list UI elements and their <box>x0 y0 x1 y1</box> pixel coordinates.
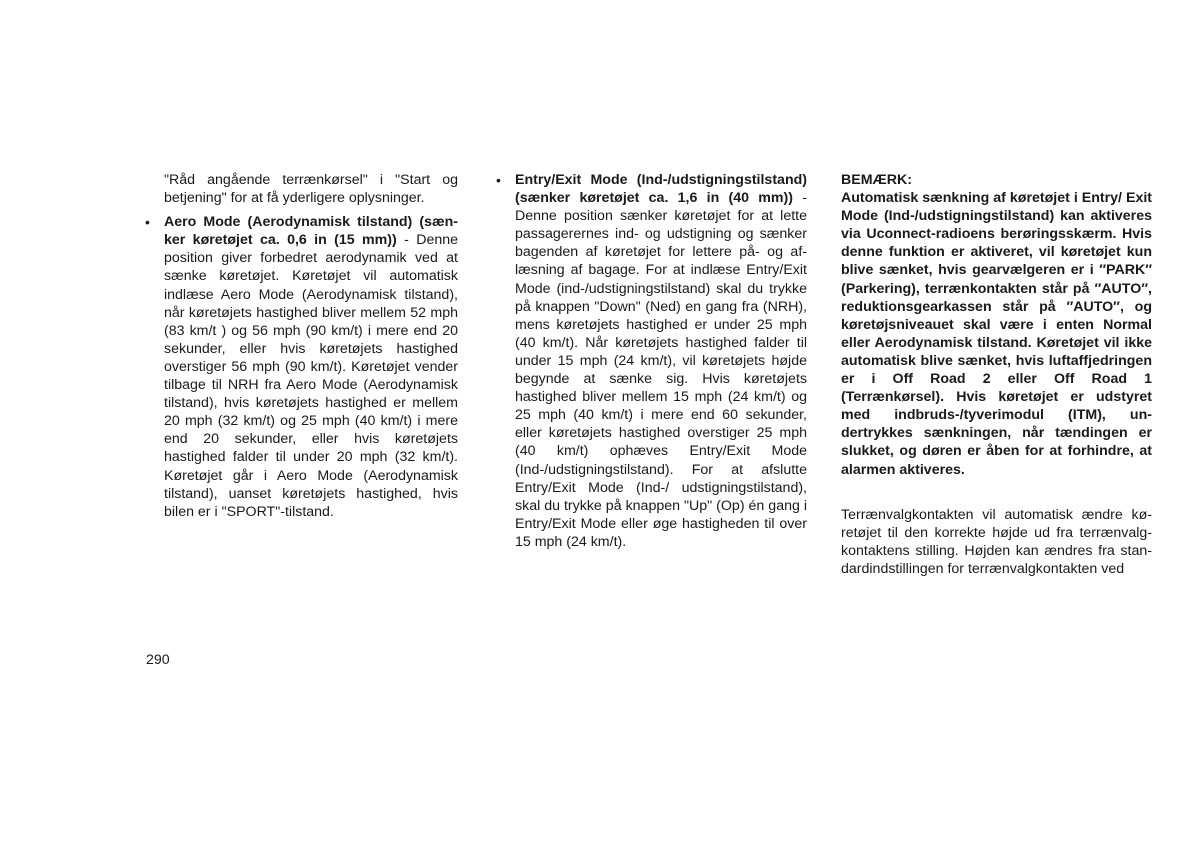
note-heading: BEMÆRK: <box>841 172 912 188</box>
column-3 <box>841 171 1152 578</box>
column-1 <box>143 171 458 521</box>
column-2 <box>494 171 807 551</box>
entry-exit-mode-title: Entry/Exit Mode (Ind-/udstigningstilstand) (sænker køretøjet ca. 1,6 in (40 mm)) <box>515 172 807 207</box>
page-number: 290 <box>146 652 170 668</box>
aero-mode-body: - Denne position giver forbedret aerodynamik ved at sænke køretøjet. Køretøjet vil automatisk indlæse Aero Mode (Aerodynamisk tilstand), når køretøjets hastighed bliver mellem 52 mph (83 km/t ) og 56 mph (90 km/t) i mere end 20 sekunder, eller hvis køretøjets hastighed overstiger 56 mph (90 km/t). Køretøjet vender tilbage til NRH fra Aero Mode (Aerodynamisk tilstand), hvis køretøjets hastighed er mellem 20 mph (32 km/t) og 25 mph (40 km/t) i mere end 20 sekunder, eller hvis køretøjets hastighed falder til under 20 mph (32 km/t). Køretøjet går i Aero Mode (Aerodynamisk tilstand), uanset køretøjets hastighed, hvis bilen er i "SPORT"-tilstand. <box>164 232 459 520</box>
entry-exit-mode-body: - Denne position sænker køretøjet for at lette passagerernes ind- og udstigning og sænker bagenden af køretøjet for lettere på- og aflæsning af bagage. For at indlæse Entry/Exit Mode (ind-/udstigningstilstand) skal du trykke på knappen "Down" (Ned) en gang fra (NRH), mens køretøjets hastighed er under 25 mph (40 km/t). Når køretøjets hastighed falder til under 15 mph (24 km/t), vil køretøjets højde begynde at sænke sig. Hvis køretøjets hastighed bliver mellem 15 mph (24 km/t) og 25 mph (40 km/t) i mere end 60 sekunder, eller køretøjets hastighed overstiger 25 mph (40 km/t) ophæves Entry/Exit Mode (Ind-/udstigningstilstand). For at afslutte Entry/Exit Mode (Ind-/ udstigningstilstand), skal du trykke på knappen "Up" (Op) én gang i Entry/Exit Mode eller øge hastigheden til over 15 mph (24 km/t). <box>515 190 807 550</box>
aero-mode-item <box>143 213 458 521</box>
aero-mode-title: Aero Mode (Aerodynamisk tilstand) (sænker køretøjet ca. 0,6 in (15 mm)) <box>164 214 458 249</box>
bullet-icon: • <box>145 214 150 231</box>
continued-paragraph: "Råd angående terrænkørsel" i "Start og betjening" for at få yderligere oplysninger. <box>164 172 458 207</box>
note-body: Automatisk sænkning af køretøjet i Entry/ Exit Mode (Ind-/udstigningstilstand) kan aktiveres via Uconnect-radioens berøringsskærm. Hvis denne funktion er aktiveret, vil køretøjet kun blive sænket, hvis gearvælgeren er i ″PARK″ (Parkering), terrænkontakten står på ″AUTO″, reduktionsgearkassen står på ″AUTO″, og køretøjsniveauet skal være i enten Normal eller Aerodynamisk tilstand. Køretøjet vil ikke automatisk blive sænket, hvis luftaffjedringen er i Off Road 2 eller Off Road 1 (Terrænkørsel). Hvis køretøjet er udstyret med indbruds-/tyverimodul (ITM), undertrykkes sænkningen, når tændingen er slukket, og døren er åben for at forhindre, at alarmen aktiveres. <box>841 190 1152 478</box>
bullet-icon: • <box>496 172 501 188</box>
terrain-paragraph: Terrænvalgkontakten vil automatisk ændre køretøjet til den korrekte højde ud fra terrænvalgkontaktens stilling. Højden kan ændres fra standardindstillingen for terrænvalgkontakten ved <box>841 506 1152 577</box>
entry-exit-mode-item <box>494 171 807 551</box>
